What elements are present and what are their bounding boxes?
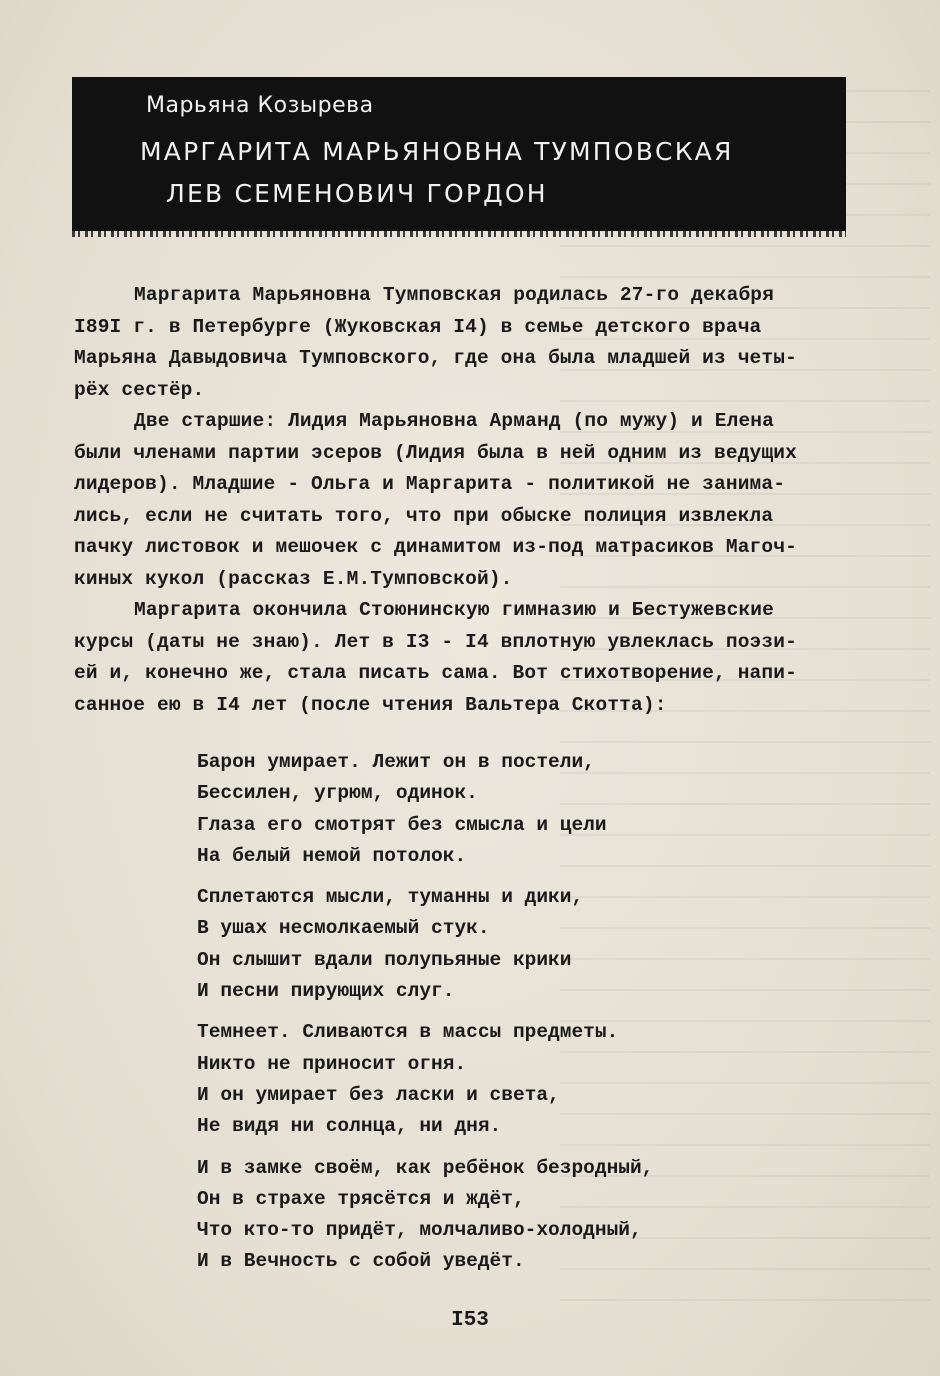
poem-line: И в Вечность с собой уведёт. — [197, 1250, 525, 1273]
text-line: лись, если не считать того, что при обыске полиция извлекла — [74, 504, 774, 527]
poem-line: Он в страхе трясётся и ждёт, — [197, 1187, 525, 1210]
poem-line: Сплетаются мысли, туманны и дики, — [197, 886, 584, 909]
text-line: I89I г. в Петербурге (Жуковская I4) в семье детского врача — [74, 315, 762, 338]
poem-line: Что кто-то придёт, молчаливо-холодный, — [197, 1219, 642, 1242]
text-line: ей и, конечно же, стала писать сама. Вот стихотворение, напи- — [74, 662, 797, 684]
poem-line: Он слышит вдали полупьяные крики — [197, 948, 572, 971]
page-number: I53 — [451, 1309, 489, 1332]
poem-stanza-1 — [197, 747, 797, 872]
text-line: Марьяна Давыдовича Тумповского, где она была младшей из четы- — [74, 347, 797, 369]
poem-line: В ушах несмолкаемый стук. — [197, 917, 490, 940]
paragraph-2 — [74, 406, 864, 595]
text-line: Две старшие: Лидия Марьяновна Арманд (по мужу) и Елена — [134, 410, 775, 432]
poem-line: На белый немой потолок. — [197, 844, 467, 867]
poem-line: И песни пирующих слуг. — [197, 980, 455, 1003]
poem-line: Барон умирает. Лежит он в постели, — [197, 751, 595, 773]
paragraph-3 — [74, 595, 864, 721]
text-line: были членами партии эсеров (Лидия была в ней одним из ведущих — [74, 441, 797, 464]
text-line: рёх сестёр. — [74, 378, 205, 401]
poem-line: Никто не приносит огня. — [197, 1052, 467, 1075]
paragraph-1 — [74, 280, 864, 406]
text-line: пачку листовок и мешочек с динамитом из-под матрасиков Магоч- — [74, 536, 797, 558]
poem — [197, 747, 797, 1288]
chapter-title-line-2: ЛЕВ СЕМЕНОВИЧ ГОРДОН — [166, 179, 548, 208]
text-line: лидеров). Младшие - Ольга и Маргарита - политикой не занима- — [74, 473, 786, 495]
poem-line: Темнеет. Сливаются в массы предметы. — [197, 1021, 619, 1044]
poem-line: Глаза его смотрят без смысла и цели — [197, 813, 607, 836]
poem-stanza-3 — [197, 1017, 797, 1142]
text-line: Маргарита окончила Стоюнинскую гимназию и Бестужевские — [134, 599, 775, 621]
chapter-header-band — [72, 77, 846, 231]
poem-line: Бессилен, угрюм, одинок. — [197, 782, 478, 805]
poem-stanza-2 — [197, 882, 797, 1007]
poem-line: Не видя ни солнца, ни дня. — [197, 1115, 502, 1138]
text-line: курсы (даты не знаю). Лет в I3 - I4 вплотную увлеклась поэзи- — [74, 630, 797, 653]
text-line: киных кукол (рассказ Е.М.Тумповской). — [74, 567, 513, 590]
body-text — [74, 280, 864, 721]
poem-line: И он умирает без ласки и света, — [197, 1083, 560, 1106]
poem-stanza-4 — [197, 1153, 797, 1278]
poem-line: И в замке своём, как ребёнок безродный, — [197, 1156, 654, 1179]
author-name: Марьяна Козырева — [146, 93, 374, 118]
text-line: санное ею в I4 лет (после чтения Вальтера Скотта): — [74, 693, 667, 716]
chapter-title-line-1: МАРГАРИТА МАРЬЯНОВНА ТУМПОВСКАЯ — [140, 137, 734, 166]
text-line: Маргарита Марьяновна Тумповская родилась 27-го декабря — [134, 284, 775, 306]
